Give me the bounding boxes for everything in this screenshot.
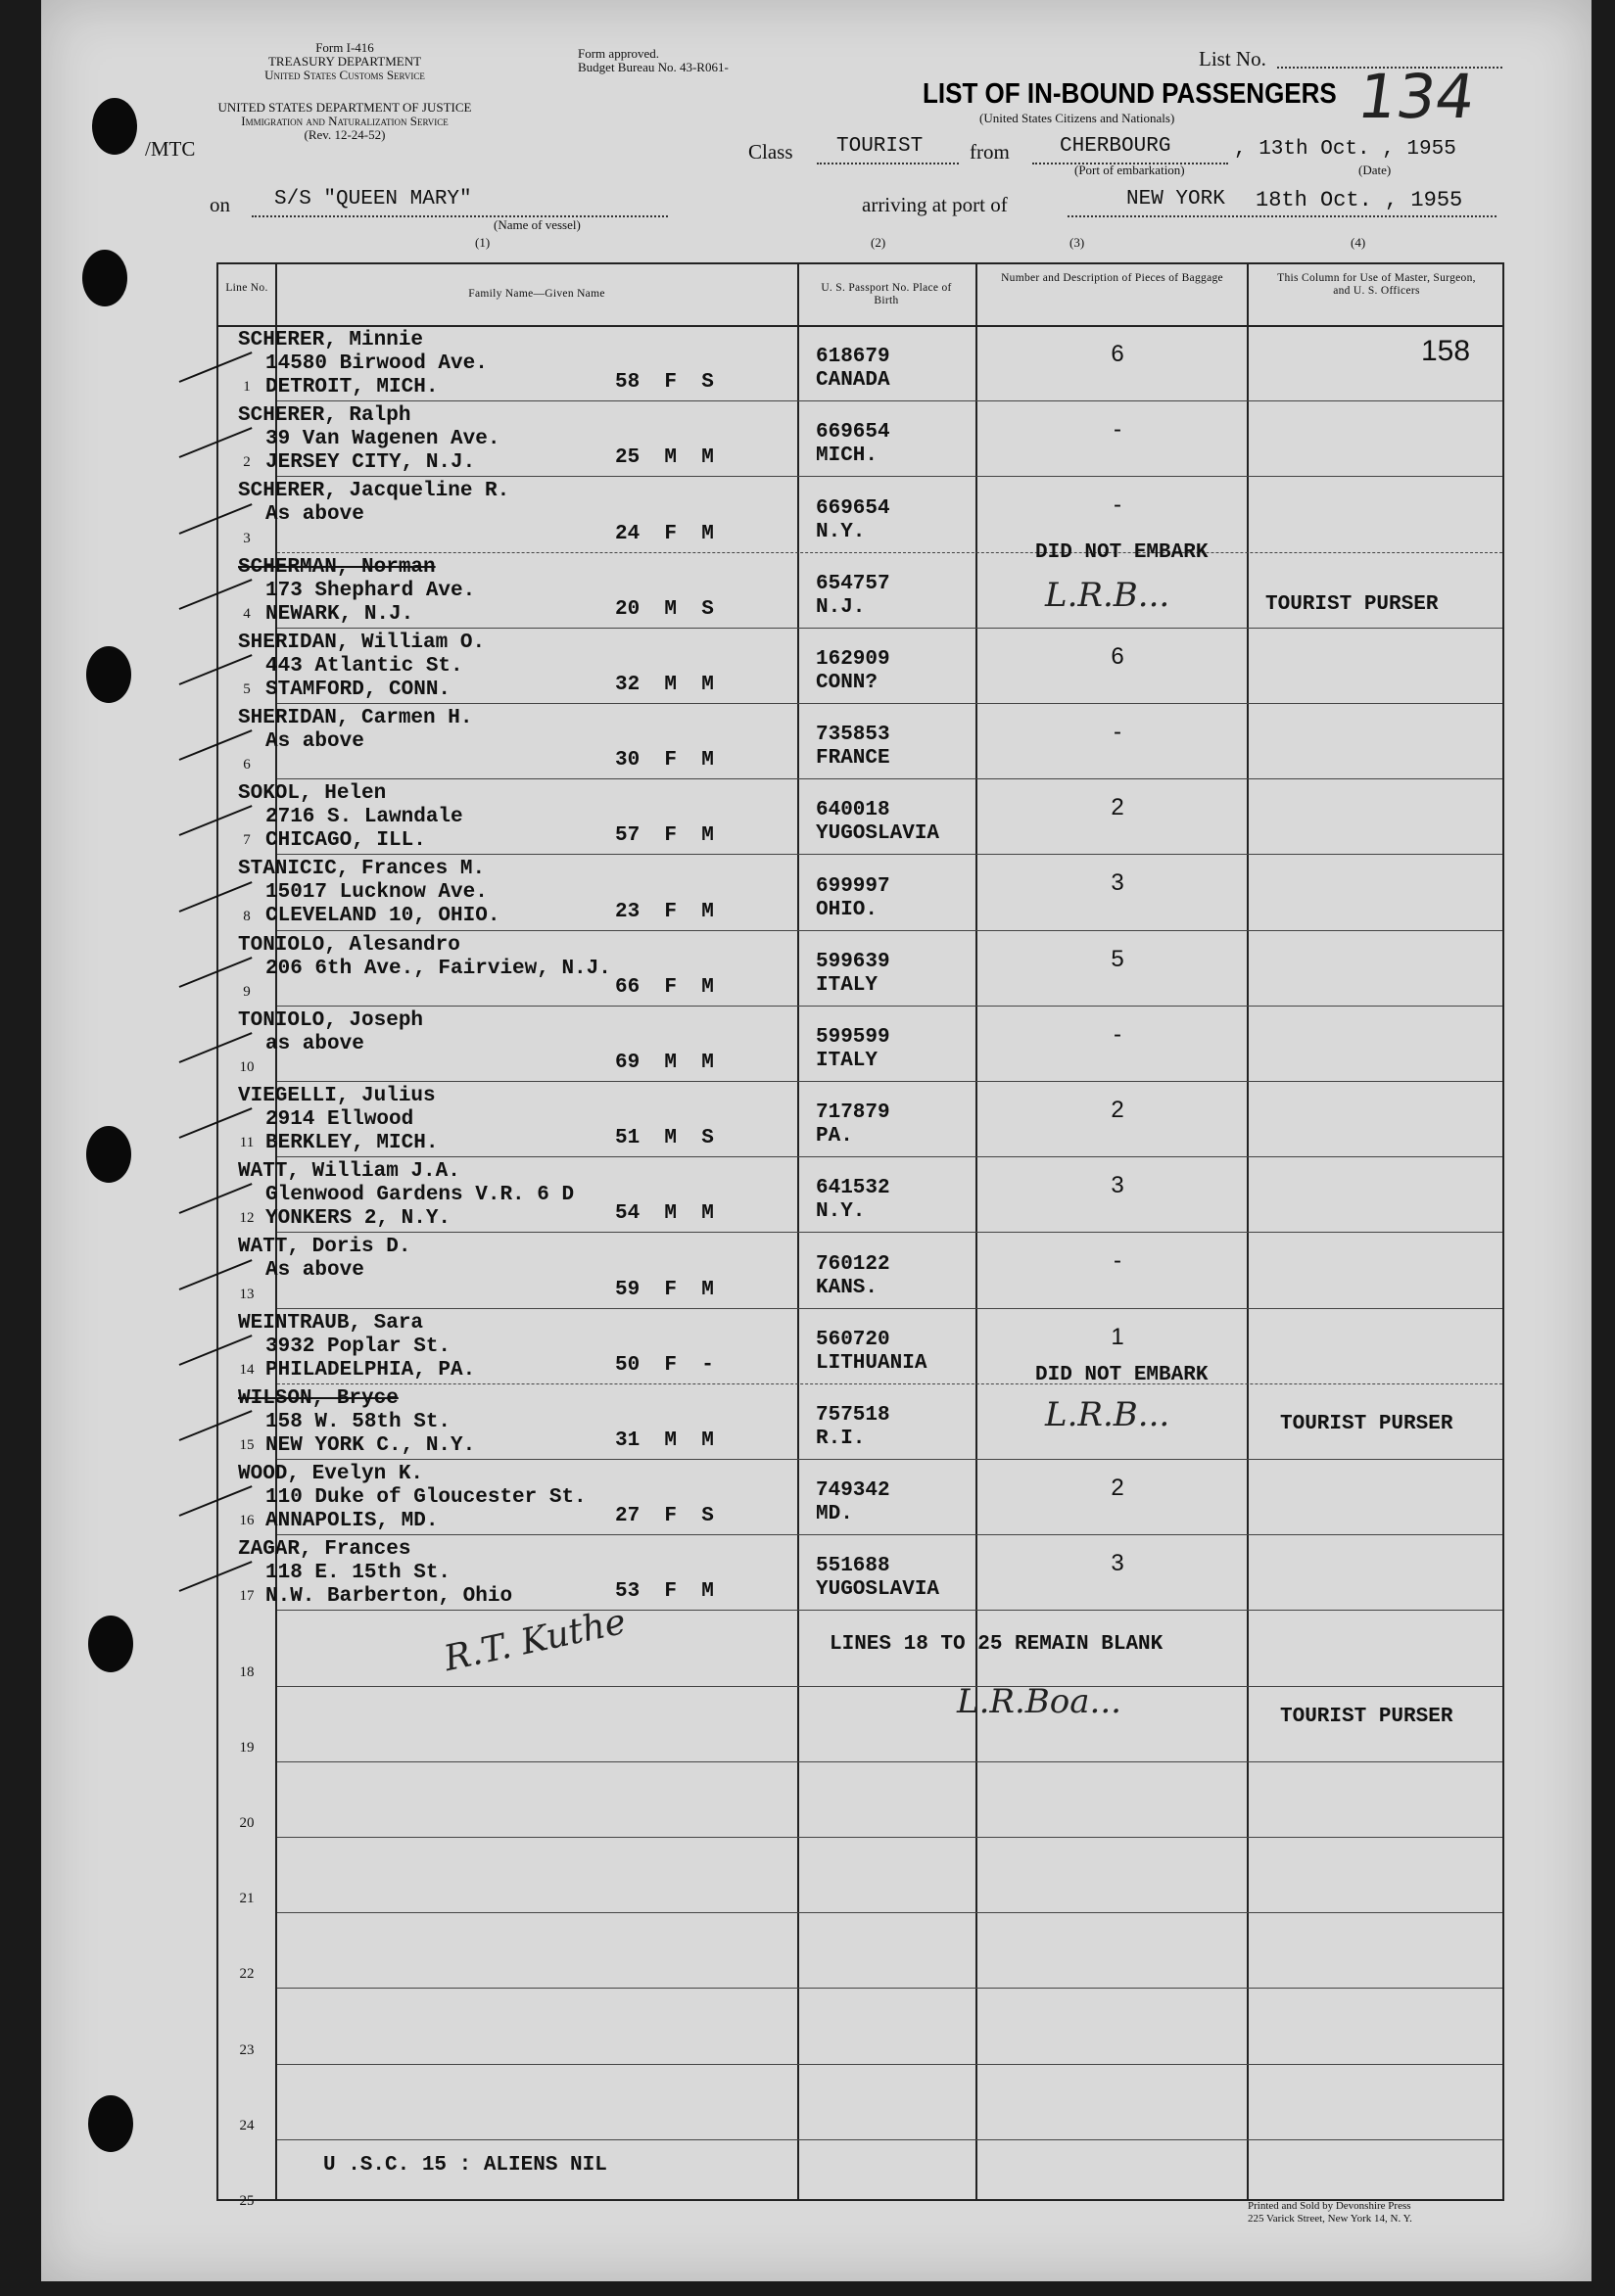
passenger-address: CLEVELAND 10, OHIO. [265, 905, 500, 928]
passenger-address: NEW YORK C., N.Y. [265, 1433, 476, 1457]
line-number: 5 [243, 680, 251, 697]
class-label: Class [748, 140, 793, 164]
line-number: 21 [239, 1891, 255, 1907]
remain-blank: LINES 18 TO 25 REMAIN BLANK [830, 1633, 1164, 1656]
vessel-line [252, 215, 668, 217]
line-number: 18 [239, 1663, 255, 1680]
passenger-name: VIEGELLI, Julius [238, 1085, 436, 1107]
age-sex-marital: 66 F M [615, 975, 714, 999]
age-sex-marital: 23 F M [615, 900, 714, 923]
age-sex-marital: 54 M M [615, 1202, 714, 1226]
baggage-count: - [1114, 1020, 1121, 1048]
passport-entry [816, 346, 890, 393]
age-sex-marital: 30 F M [615, 749, 714, 773]
empty-row [218, 1988, 1502, 2063]
passenger-name: WOOD, Evelyn K. [238, 1463, 424, 1485]
passenger-address: JERSEY CITY, N.J. [265, 451, 476, 475]
place-of-birth: CONN? [816, 671, 879, 694]
passenger-entry [238, 1387, 475, 1458]
vessel-caption: (Name of vessel) [494, 217, 581, 232]
line-number: 20 [239, 1814, 255, 1831]
line-number: 7 [243, 832, 251, 849]
caption-2: (2) [871, 235, 886, 250]
passport-entry [816, 648, 890, 695]
place-of-birth: YUGOSLAVIA [816, 1578, 940, 1602]
baggage-count: 6 [1111, 341, 1124, 367]
row-divider [277, 1988, 1502, 1989]
passenger-name: ZAGAR, Frances [238, 1538, 411, 1562]
passenger-entry [238, 1463, 587, 1533]
row-divider [277, 1761, 1502, 1762]
passport-entry [816, 951, 890, 998]
age-sex-marital: 50 F - [615, 1353, 714, 1377]
binder-hole [82, 250, 127, 306]
class-line [817, 163, 959, 164]
row-divider [277, 1912, 1502, 1913]
passport-number: 551688 [816, 1555, 890, 1578]
from-label: from [970, 140, 1010, 164]
passenger-address: BERKLEY, MICH. [265, 1132, 439, 1154]
place-of-birth: N.Y. [816, 520, 866, 543]
row-divider [277, 476, 1502, 477]
vessel-name: S/S "QUEEN MARY" [274, 188, 472, 211]
passport-number: 749342 [816, 1479, 890, 1503]
caption-1: (1) [475, 235, 491, 250]
passport-entry [816, 799, 939, 846]
passenger-address: N.W. Barberton, Ohio [265, 1585, 513, 1609]
passport-entry [816, 421, 890, 468]
passenger-name: WATT, Doris D. [238, 1236, 411, 1259]
passport-entry [816, 1026, 890, 1073]
empty-row [218, 1837, 1502, 1912]
passport-number: 757518 [816, 1403, 890, 1427]
passenger-address: 15017 Lucknow Ave. [265, 881, 488, 905]
manifest-sheet [41, 0, 1591, 2281]
binder-hole [88, 2095, 133, 2152]
row-divider [277, 1308, 1502, 1309]
form-header-left [198, 41, 492, 82]
inspector-signature: R.T. Kuthe [440, 1601, 630, 1680]
passport-entry [816, 1479, 890, 1526]
passenger-address: 158 W. 58th St. [265, 1410, 451, 1433]
baggage-count: - [1114, 416, 1121, 444]
passenger-entry [238, 1312, 475, 1382]
table-row [218, 1308, 1502, 1383]
printer-info [1248, 2200, 1412, 2226]
col-header-name: Family Name—Given Name [468, 288, 605, 300]
line-number: 11 [239, 1135, 255, 1151]
passenger-name: WILSON, Bryce [238, 1386, 399, 1410]
passenger-address [238, 1056, 423, 1080]
passenger-name: TONIOLO, Joseph [238, 1008, 424, 1032]
passport-number: 669654 [816, 421, 890, 445]
officer-note: 158 [1421, 335, 1471, 367]
passenger-name: SCHERER, Jacqueline R. [238, 480, 510, 503]
passport-number: 599599 [816, 1025, 890, 1049]
table-row [218, 778, 1502, 854]
customs-service: United States Customs Service [264, 68, 425, 82]
passenger-name: SCHERER, Ralph [238, 404, 411, 428]
passenger-name: SOKOL, Helen [238, 782, 387, 806]
embark-date [1234, 135, 1456, 161]
passenger-entry [238, 1009, 423, 1080]
mtc-mark: /MTC [145, 137, 196, 161]
caption-3: (3) [1069, 235, 1085, 250]
age-sex-marital: 20 M S [615, 597, 714, 621]
baggage-count: 2 [1111, 1475, 1124, 1501]
passenger-entry [238, 782, 463, 853]
passenger-address: NEWARK, N.J. [265, 602, 414, 626]
binder-hole [86, 1126, 131, 1183]
passport-number: 669654 [816, 496, 890, 520]
table-row [218, 854, 1502, 929]
line-number: 14 [239, 1361, 255, 1378]
table-row [218, 930, 1502, 1006]
row-divider [277, 1837, 1502, 1838]
table-row [218, 1156, 1502, 1232]
passport-number: 162909 [816, 647, 890, 671]
passport-entry [816, 1253, 890, 1300]
passport-number: 654757 [816, 572, 890, 595]
place-of-birth: FRANCE [816, 747, 890, 771]
table-row [218, 400, 1502, 476]
passenger-address [238, 527, 509, 550]
baggage-count: - [1114, 492, 1121, 519]
baggage-count: 5 [1111, 945, 1124, 972]
line-number: 12 [239, 1210, 255, 1227]
baggage-count: 1 [1111, 1323, 1124, 1350]
line-number: 9 [243, 983, 251, 1000]
place-of-birth: KANS. [816, 1276, 879, 1299]
revision: (Rev. 12-24-52) [304, 127, 386, 142]
age-sex-marital: 25 M M [615, 446, 714, 470]
row-divider [277, 400, 1502, 401]
age-sex-marital: 27 F S [615, 1505, 714, 1528]
age-sex-marital: 31 M M [615, 1429, 714, 1452]
age-sex-marital: 32 M M [615, 673, 714, 696]
table-row [218, 1459, 1502, 1534]
passenger-entry [238, 404, 499, 475]
empty-row [218, 1912, 1502, 1988]
passenger-address: as above [265, 1032, 364, 1055]
table-row [218, 1081, 1502, 1156]
purser-final: TOURIST PURSER [1280, 1706, 1453, 1728]
arrival-year: 55 [1436, 188, 1463, 212]
baggage-count: 3 [1111, 1550, 1124, 1577]
place-of-birth: LITHUANIA [816, 1351, 927, 1375]
passenger-entry [238, 1160, 574, 1231]
on-label: on [210, 193, 230, 216]
line-number: 24 [239, 2117, 255, 2133]
line-number: 6 [243, 757, 251, 773]
passport-entry [816, 1404, 890, 1451]
line-number: 16 [239, 1513, 255, 1529]
place-of-birth: R.I. [816, 1427, 866, 1450]
baggage-count: 3 [1111, 1172, 1124, 1199]
printer-line-2: 225 Varick Street, New York 14, N. Y. [1248, 2213, 1412, 2225]
line-number: 15 [239, 1436, 255, 1453]
baggage-count: 3 [1111, 869, 1124, 897]
row-divider [277, 1686, 1502, 1687]
page-title: LIST OF IN-BOUND PASSENGERS [923, 76, 1337, 110]
binder-hole [88, 1616, 133, 1672]
row-divider [277, 2064, 1502, 2065]
age-sex-marital: 58 F S [615, 371, 714, 395]
row-divider [277, 1383, 1502, 1384]
passenger-entry [238, 556, 475, 627]
row-divider [277, 2139, 1502, 2140]
table-row [218, 1232, 1502, 1307]
budget-approval [578, 47, 793, 74]
row-divider [277, 930, 1502, 931]
arrival-port: NEW YORK [1126, 188, 1225, 211]
printer-line-1: Printed and Sold by Devonshire Press [1248, 2200, 1411, 2212]
passenger-address: STAMFORD, CONN. [265, 678, 451, 701]
passenger-address: 2914 Ellwood [265, 1108, 414, 1131]
passenger-address: 206 6th Ave., Fairview, N.J. [265, 957, 611, 980]
place-of-birth: PA. [816, 1125, 853, 1148]
passport-number: 599639 [816, 950, 890, 973]
place-of-birth: ITALY [816, 1049, 879, 1072]
age-sex-marital: 59 F M [615, 1278, 714, 1301]
passenger-name: WATT, William J.A. [238, 1160, 460, 1184]
col-header-baggage: Number and Description of Pieces of Baggage [1001, 272, 1223, 284]
passenger-address [238, 1283, 410, 1306]
passenger-address: PHILADELPHIA, PA. [265, 1358, 476, 1382]
embark-year: 55 [1431, 138, 1456, 161]
line-number: 10 [239, 1058, 255, 1075]
port-of-embarkation: CHERBOURG [1060, 135, 1171, 158]
passenger-entry [238, 1538, 512, 1609]
line-number: 22 [239, 1966, 255, 1983]
age-sex-marital: 69 M M [615, 1051, 714, 1074]
passenger-entry [238, 329, 488, 399]
ins-service: Immigration and Naturalization Service [241, 114, 449, 128]
age-sex-marital: 57 F M [615, 824, 714, 848]
table-row [218, 628, 1502, 703]
line-number: 3 [243, 530, 251, 546]
passenger-name: WEINTRAUB, Sara [238, 1311, 424, 1335]
passport-entry [816, 1329, 926, 1376]
purser-signature-4: L.R.B... [1045, 576, 1170, 615]
passport-number: 699997 [816, 874, 890, 898]
place-of-birth: MD. [816, 1503, 853, 1526]
passport-entry [816, 724, 890, 771]
binder-hole [86, 646, 131, 703]
passport-number: 717879 [816, 1101, 890, 1125]
table-row [218, 1006, 1502, 1081]
line-number: 2 [243, 454, 251, 471]
passenger-entry [238, 480, 509, 550]
baggage-count: - [1114, 719, 1121, 745]
baggage-count: - [1114, 1247, 1121, 1275]
form-number: Form I-416 [315, 40, 374, 55]
row-divider [277, 1459, 1502, 1460]
page-subtitle: (United States Citizens and Nationals) [979, 111, 1175, 125]
passenger-address: 110 Duke of Gloucester St. [265, 1486, 587, 1509]
passport-entry [816, 497, 890, 544]
place-of-birth: N.Y. [816, 1200, 866, 1224]
empty-row [218, 1761, 1502, 1837]
line-number: 19 [239, 1739, 255, 1756]
class-value: TOURIST [836, 135, 924, 158]
not-embark-4: DID NOT EMBARK [1035, 541, 1209, 564]
passport-entry [816, 573, 890, 620]
row-divider [277, 1081, 1502, 1082]
passenger-name: SHERIDAN, William O. [238, 631, 486, 654]
passport-number: 618679 [816, 346, 890, 369]
passenger-address: 443 Atlantic St. [265, 654, 463, 678]
passenger-name: STANICIC, Frances M. [238, 858, 486, 881]
row-divider [277, 703, 1502, 704]
passenger-address: DETROIT, MICH. [265, 376, 439, 398]
line-number: 13 [239, 1286, 255, 1302]
purser-signature-final: L.R.Boa... [957, 1682, 1121, 1721]
passenger-entry [238, 707, 472, 777]
binder-hole [92, 98, 137, 155]
row-divider [277, 854, 1502, 855]
justice-dept: UNITED STATES DEPARTMENT OF JUSTICE [217, 100, 472, 115]
place-of-birth: OHIO. [816, 898, 879, 921]
line-number: 8 [243, 908, 251, 924]
passport-entry [816, 1177, 890, 1224]
passenger-address: As above [265, 730, 364, 753]
line-number: 23 [239, 2041, 255, 2058]
passenger-entry [238, 632, 485, 702]
place-of-birth: MICH. [816, 445, 879, 468]
passport-entry [816, 1101, 890, 1148]
passenger-name: TONIOLO, Alesandro [238, 933, 460, 957]
date-caption: (Date) [1358, 163, 1392, 177]
list-number: 134 [1353, 61, 1480, 132]
age-sex-marital: 51 M S [615, 1127, 714, 1150]
justice-header [188, 101, 501, 142]
purser-4: TOURIST PURSER [1265, 593, 1439, 616]
table-row [218, 703, 1502, 778]
line-number: 1 [243, 379, 251, 396]
passport-number: 560720 [816, 1328, 890, 1351]
budget-bureau: Budget Bureau No. 43-R061- [578, 60, 729, 74]
arrival-line [1068, 215, 1496, 217]
col-header-officers: This Column for Use of Master, Surgeon, and U. S. Officers [1277, 272, 1476, 297]
passenger-address: Glenwood Gardens V.R. 6 D [265, 1184, 575, 1207]
passenger-address: As above [265, 1259, 364, 1283]
passenger-address: 3932 Poplar St. [265, 1335, 451, 1358]
age-sex-marital: 53 F M [615, 1580, 714, 1604]
treasury-dept: TREASURY DEPARTMENT [267, 54, 422, 69]
passport-entry [816, 1555, 939, 1602]
table-row [218, 476, 1502, 551]
empty-row [218, 2064, 1502, 2139]
passport-number: 735853 [816, 724, 890, 747]
form-approved: Form approved. [578, 46, 660, 61]
table-row [218, 325, 1502, 400]
passenger-address: ANNAPOLIS, MD. [265, 1510, 439, 1532]
purser-signature-15: L.R.B... [1045, 1395, 1170, 1434]
passport-number: 760122 [816, 1252, 890, 1276]
passenger-address [238, 981, 611, 1005]
arriving-label: arriving at port of [862, 193, 1008, 216]
passenger-address [238, 754, 472, 777]
passport-number: 640018 [816, 799, 890, 822]
passenger-address: 14580 Birwood Ave. [265, 352, 488, 375]
place-of-birth: CANADA [816, 369, 890, 393]
row-divider [277, 1006, 1502, 1007]
purser-15: TOURIST PURSER [1280, 1413, 1453, 1435]
row-divider [277, 1232, 1502, 1233]
table-row [218, 552, 1502, 628]
passenger-name: SHERIDAN, Carmen H. [238, 707, 473, 729]
baggage-count: 2 [1111, 794, 1124, 821]
age-sex-marital: 24 F M [615, 522, 714, 545]
summary-line: U .S.C. 15 : ALIENS NIL [323, 2154, 607, 2177]
baggage-count: 2 [1111, 1097, 1124, 1123]
row-divider [277, 1610, 1502, 1611]
passenger-entry [238, 858, 499, 928]
row-divider [277, 1156, 1502, 1157]
list-no-label: List No. [1199, 47, 1266, 70]
passenger-entry [238, 1236, 410, 1306]
arrival-date [1256, 188, 1462, 212]
passenger-address: YONKERS 2, N.Y. [265, 1207, 451, 1231]
line-number: 25 [239, 2192, 255, 2209]
passenger-entry [238, 1085, 438, 1155]
col-header-line-no: Line No. [225, 282, 268, 294]
row-divider [277, 628, 1502, 629]
embark-caption: (Port of embarkation) [1074, 163, 1185, 177]
passenger-address: 2716 S. Lawndale [265, 806, 463, 829]
col-header-passport: U. S. Passport No. Place of Birth [821, 282, 952, 306]
row-divider [277, 778, 1502, 779]
not-embark-15: DID NOT EMBARK [1035, 1364, 1209, 1386]
passenger-name: SCHERMAN, Norman [238, 555, 436, 579]
passenger-entry [238, 934, 611, 1005]
place-of-birth: ITALY [816, 973, 879, 997]
passenger-address: 173 Shephard Ave. [265, 579, 476, 602]
place-of-birth: N.J. [816, 595, 866, 619]
passenger-address: 118 E. 15th St. [265, 1562, 451, 1585]
passport-entry [816, 875, 890, 922]
line-number: 17 [239, 1588, 255, 1605]
arrival-date-text: 18th Oct. , 19 [1256, 188, 1437, 212]
passenger-address: CHICAGO, ILL. [265, 829, 426, 853]
line-number: 4 [243, 605, 251, 622]
table-row [218, 1534, 1502, 1610]
passenger-address: 39 Van Wagenen Ave. [265, 428, 500, 451]
passenger-address: As above [265, 503, 364, 527]
baggage-count: 6 [1111, 642, 1124, 670]
passport-number: 641532 [816, 1177, 890, 1200]
embark-date-text: , 13th Oct. , 19 [1234, 138, 1432, 161]
passenger-name: SCHERER, Minnie [238, 329, 424, 351]
row-divider [277, 552, 1502, 553]
row-divider [277, 1534, 1502, 1535]
place-of-birth: YUGOSLAVIA [816, 822, 940, 846]
caption-4: (4) [1351, 235, 1366, 250]
